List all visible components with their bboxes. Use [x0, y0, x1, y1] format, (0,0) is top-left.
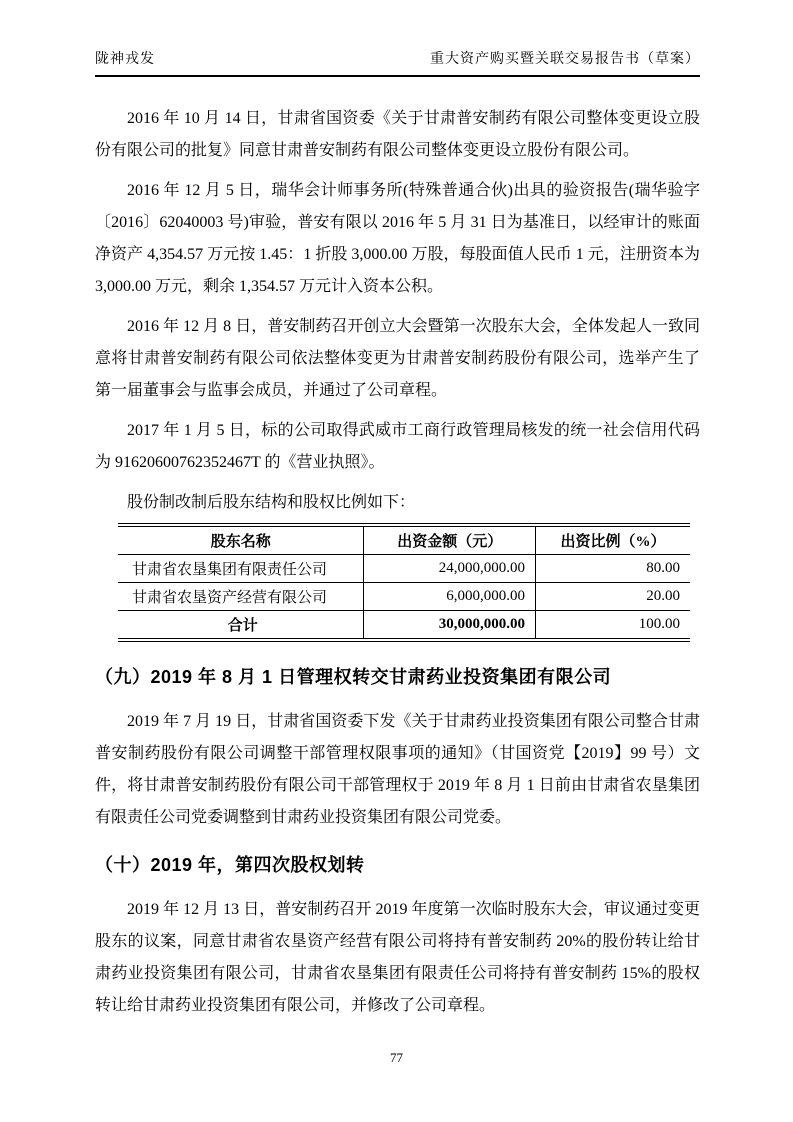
- total-label-cell: 合计: [227, 618, 258, 634]
- table-row: [118, 555, 690, 583]
- contribution-ratio-cell: 20.00: [536, 583, 690, 611]
- header-company-name: 陇神戎发: [95, 52, 155, 67]
- document-body: [95, 103, 700, 1022]
- column-header-contribution-ratio: 出资比例（%）: [536, 525, 690, 555]
- paragraph-approval-2016-10-14: 2016 年 10 月 14 日，甘肃省国资委《关于甘肃普安制药有限公司整体变更设立股份有限公司的批复》同意甘肃普安制药有限公司整体变更设立股份有限公司。: [95, 110, 700, 159]
- contribution-amount-cell: 6,000,000.00: [364, 583, 536, 611]
- page-header: [95, 48, 700, 77]
- paragraph-equity-transfer-2019-12-13: 2019 年 12 月 13 日，普安制药召开 2019 年度第一次临时股东大会，审议通过变更股东的议案，同意甘肃省农垦资产经营有限公司将持有普安制药 20%的股份转让给甘肃药业投资集团有限公司，甘肃省农垦集团有限责任公司将持有普安制药 15%的股权转让给甘肃药业投资集团有限公司，并修改了公司章程。: [95, 901, 700, 1014]
- paragraph-business-license-2017-1-5: 2017 年 1 月 5 日，标的公司取得武威市工商行政管理局核发的统一社会信用代码为 91620600762352467T 的《营业执照》。: [95, 422, 700, 471]
- table-row: [118, 583, 690, 611]
- shareholder-structure-table: [118, 523, 690, 642]
- table-header-row: [118, 525, 690, 555]
- table-total-row: [118, 611, 690, 641]
- page-footer: [0, 1050, 793, 1066]
- paragraph-founding-meeting-2016-12-8: 2016 年 12 月 8 日，普安制药召开创立大会暨第一次股东大会，全体发起人一致同意将甘肃普安制药有限公司依法整体变更为甘肃普安制药股份有限公司，选举产生了第一届董事会与监事会成员，并通过了公司章程。: [95, 318, 700, 399]
- shareholder-name-cell: 甘肃省农垦资产经营有限公司: [118, 583, 364, 611]
- shareholder-name-cell: 甘肃省农垦集团有限责任公司: [118, 555, 364, 583]
- paragraph-management-transfer-2019-7-19: 2019 年 7 月 19 日，甘肃省国资委下发《关于甘肃药业投资集团有限公司整合甘肃普安制药股份有限公司调整干部管理权限事项的通知》（甘国资党【2019】99 号）文件，将甘肃普安制药股份有限公司干部管理权于 2019 年 8 月 1 日前由甘肃省农垦集团有限责任公司党委调整到甘肃药业投资集团有限公司党委。: [95, 713, 700, 826]
- header-report-title: 重大资产购买暨关联交易报告书（草案）: [430, 52, 700, 67]
- total-ratio-cell: 100.00: [536, 611, 690, 641]
- total-amount-cell: 30,000,000.00: [364, 611, 536, 641]
- column-header-shareholder-name: 股东名称: [118, 525, 364, 555]
- paragraph-capital-verification-2016-12-5: 2016 年 12 月 5 日，瑞华会计师事务所(特殊普通合伙)出具的验资报告(瑞华验字〔2016〕62040003 号)审验，普安有限以 2016 年 5 月 31 日为基准日，以经审计的账面净资产 4,354.57 万元按 1.45：1 折股 3,000.00 万股，每股面值人民币 1 元，注册资本为 3,000.00 万元，剩余 1,354.57 万元计入资本公积。: [95, 182, 700, 295]
- table-intro-text: 股份制改制后股东结构和股权比例如下：: [127, 494, 416, 511]
- page-number: 77: [390, 1050, 403, 1065]
- contribution-ratio-cell: 80.00: [536, 555, 690, 583]
- section-heading-10: （十）2019 年，第四次股权划转: [95, 855, 365, 875]
- contribution-amount-cell: 24,000,000.00: [364, 555, 536, 583]
- section-heading-9: （九）2019 年 8 月 1 日管理权转交甘肃药业投资集团有限公司: [95, 667, 612, 687]
- column-header-contribution-amount: 出资金额（元）: [364, 525, 536, 555]
